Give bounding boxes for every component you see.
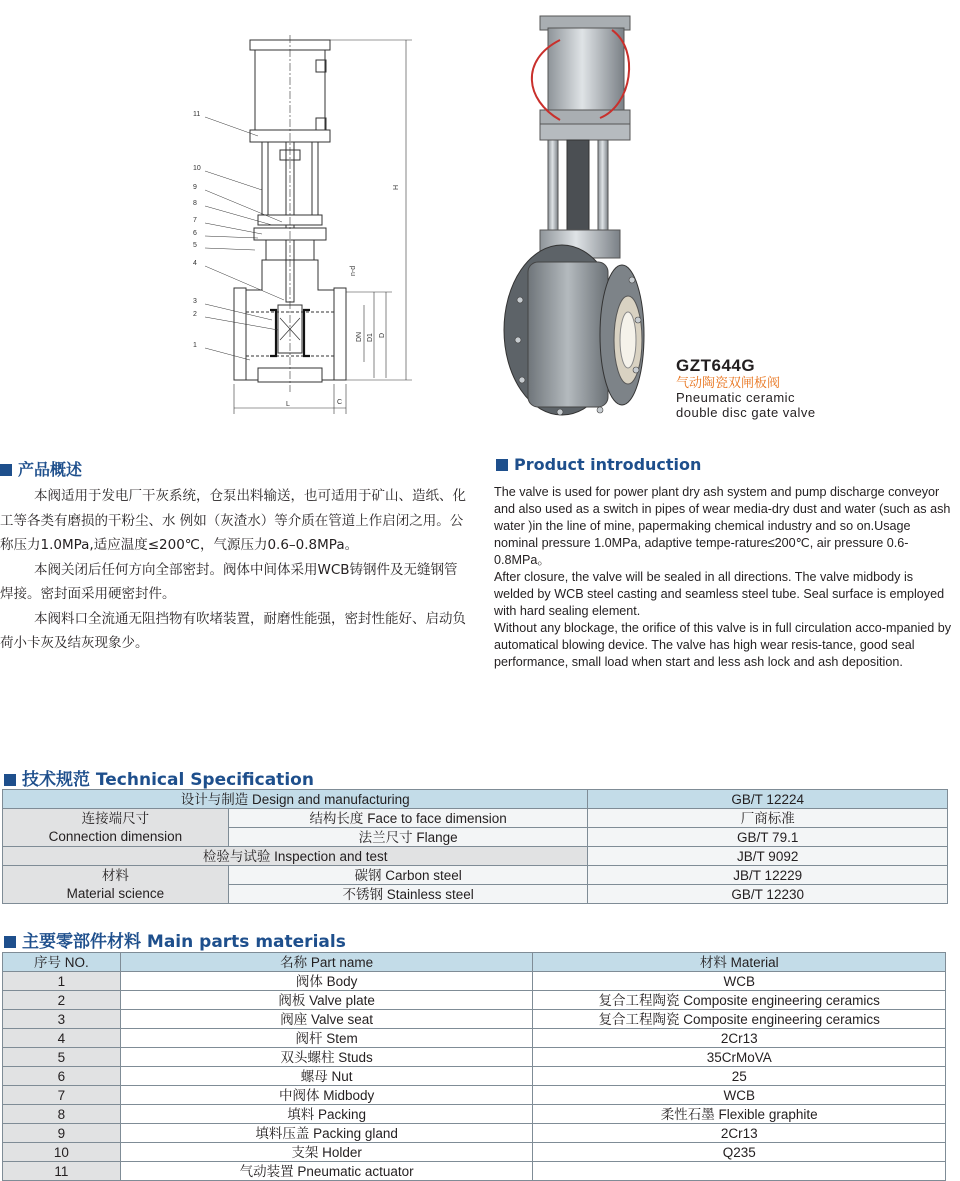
intro-cn-paragraph: 本阀料口全流通无阻挡物有吹堵装置，耐磨性能强，密封性能好、启动负荷小卡灰及结灰现象少。	[0, 610, 466, 651]
model-code: GZT644G	[676, 356, 756, 375]
spec-carbon-value: JB/T 12229	[588, 866, 948, 885]
part-material: 25	[533, 1067, 946, 1086]
intro-en-paragraph: After closure, the valve will be sealed in all directions. The valve midbody is welded by WCB steel casting and seamless steel tube. Seal surface is employed with hard sealing element.	[494, 570, 945, 618]
spec-face-label: 结构长度 Face to face dimension	[228, 809, 588, 828]
spec-row	[3, 866, 948, 885]
spec-conn-label: 连接端尺寸 Connection dimension	[3, 809, 229, 847]
valve-technical-drawing	[185, 30, 425, 420]
parts-col-header: 名称 Part name	[120, 953, 533, 972]
intro-cn-heading: 产品概述	[0, 457, 82, 480]
table-row	[3, 1029, 946, 1048]
table-row	[3, 1010, 946, 1029]
part-no: 9	[3, 1124, 121, 1143]
table-row	[3, 1067, 946, 1086]
part-material: 复合工程陶瓷 Composite engineering ceramics	[533, 1010, 946, 1029]
drawing-part-label: 7	[193, 217, 197, 224]
drawing-part-label: 11	[193, 111, 201, 118]
table-row	[3, 972, 946, 991]
part-name: 中阀体 Midbody	[120, 1086, 533, 1105]
part-name: 阀座 Valve seat	[120, 1010, 533, 1029]
dim-label-l: L	[286, 401, 290, 408]
part-no: 2	[3, 991, 121, 1010]
table-row	[3, 1086, 946, 1105]
intro-en-paragraph: Without any blockage, the orifice of this valve is in full circulation acco-mpanied by automatical blowing device. The valve has high wear resis-tance, good seal performance, small load when start and less ash lock and ash deposition.	[494, 621, 952, 669]
spec-inspect-label: 检验与试验 Inspection and test	[3, 847, 588, 866]
dim-label-nd: n-d	[350, 265, 357, 276]
part-material: 柔性石墨 Flexible graphite	[533, 1105, 946, 1124]
table-row	[3, 991, 946, 1010]
drawing-part-label: 10	[193, 165, 201, 172]
heading-square-icon	[496, 459, 508, 471]
dim-label-d: D	[379, 332, 386, 338]
part-name: 双头螺柱 Studs	[120, 1048, 533, 1067]
part-name: 支架 Holder	[120, 1143, 533, 1162]
valve-product-photo	[495, 10, 655, 420]
model-name-en-line2: double disc gate valve	[676, 405, 816, 420]
spec-inspect-value: JB/T 9092	[588, 847, 948, 866]
part-material: Q235	[533, 1143, 946, 1162]
intro-en-paragraph: The valve is used for power plant dry ash system and pump discharge conveyor and also used as a switch in pipes of wear media-dry dust and water (such as ash water )in the line of mine, papermaking chemical industry and so on.Usage nominal pressure 1.0MPa, adaptive tempe-rature≤200℃, air pressure 0.6-0.8MPa。	[494, 485, 951, 567]
product-caption	[676, 357, 816, 420]
part-name: 气动装置 Pneumatic actuator	[120, 1162, 533, 1181]
spec-stainless-value: GB/T 12230	[588, 885, 948, 904]
part-name: 阀板 Valve plate	[120, 991, 533, 1010]
part-name: 阀体 Body	[120, 972, 533, 991]
intro-cn-paragraph: 本阀关闭后任何方向全部密封。阀体中间体采用WCB铸钢件及无缝钢管焊接。密封面采用硬密封件。	[0, 561, 458, 602]
part-no: 7	[3, 1086, 121, 1105]
intro-cn-paragraph: 本阀适用于发电厂干灰系统，仓泵出料输送，也可适用于矿山、造纸、化工等各类有磨损的干粉尘、水 例如（灰渣水）等介质在管道上作启闭之用。公称压力1.0MPa,适应温度≤200℃，气源压力0.6–0.8MPa。	[0, 488, 466, 553]
drawing-part-label: 5	[193, 242, 197, 249]
heading-square-icon	[4, 936, 16, 948]
heading-square-icon	[4, 774, 16, 786]
part-name: 填料压盖 Packing gland	[120, 1124, 533, 1143]
drawing-part-label: 3	[193, 298, 197, 305]
table-row	[3, 1105, 946, 1124]
model-name-cn: 气动陶瓷双闸板阀	[676, 375, 781, 390]
part-material: WCB	[533, 972, 946, 991]
spec-flange-value: GB/T 79.1	[588, 828, 948, 847]
parts-table	[2, 952, 946, 1181]
spec-design-value: GB/T 12224	[588, 790, 948, 809]
part-no: 11	[3, 1162, 121, 1181]
part-no: 5	[3, 1048, 121, 1067]
drawing-part-label: 6	[193, 230, 197, 237]
part-no: 6	[3, 1067, 121, 1086]
spec-mat-label: 材料 Material science	[3, 866, 229, 904]
spec-face-value: 厂商标准	[588, 809, 948, 828]
part-no: 3	[3, 1010, 121, 1029]
spec-row	[3, 809, 948, 828]
spec-heading: 技术规范 Technical Specification	[4, 765, 314, 790]
part-material: 2Cr13	[533, 1124, 946, 1143]
part-no: 4	[3, 1029, 121, 1048]
spec-stainless-label: 不锈钢 Stainless steel	[228, 885, 588, 904]
spec-design-label: 设计与制造 Design and manufacturing	[3, 790, 588, 809]
intro-en-heading: Product introduction	[496, 455, 701, 474]
part-no: 1	[3, 972, 121, 991]
part-no: 8	[3, 1105, 121, 1124]
drawing-part-label: 9	[193, 184, 197, 191]
part-name: 填料 Packing	[120, 1105, 533, 1124]
dim-label-c: C	[337, 399, 343, 406]
parts-col-header: 材料 Material	[533, 953, 946, 972]
intro-cn-text	[0, 484, 470, 656]
parts-col-header: 序号 NO.	[3, 953, 121, 972]
part-name: 螺母 Nut	[120, 1067, 533, 1086]
part-no: 10	[3, 1143, 121, 1162]
dim-label-h: H	[393, 184, 400, 190]
spec-flange-label: 法兰尺寸 Flange	[228, 828, 588, 847]
table-row	[3, 1124, 946, 1143]
heading-square-icon	[0, 464, 12, 476]
part-material: 复合工程陶瓷 Composite engineering ceramics	[533, 991, 946, 1010]
spec-carbon-label: 碳钢 Carbon steel	[228, 866, 588, 885]
part-name: 阀杆 Stem	[120, 1029, 533, 1048]
spec-table	[2, 789, 948, 904]
dim-label-d1: D1	[367, 333, 374, 342]
spec-row	[3, 847, 948, 866]
table-row	[3, 1143, 946, 1162]
spec-row	[3, 790, 948, 809]
parts-heading: 主要零部件材料 Main parts materials	[4, 927, 346, 952]
drawing-part-label: 2	[193, 311, 197, 318]
drawing-part-label: 1	[193, 342, 197, 349]
model-name-en-line1: Pneumatic ceramic	[676, 390, 796, 405]
parts-header-row	[3, 953, 946, 972]
part-material: WCB	[533, 1086, 946, 1105]
dim-label-dn: DN	[356, 331, 363, 342]
drawing-part-label: 8	[193, 200, 197, 207]
table-row	[3, 1048, 946, 1067]
intro-en-text	[494, 484, 956, 671]
part-material: 2Cr13	[533, 1029, 946, 1048]
part-material: 35CrMoVA	[533, 1048, 946, 1067]
drawing-part-label: 4	[193, 260, 197, 267]
